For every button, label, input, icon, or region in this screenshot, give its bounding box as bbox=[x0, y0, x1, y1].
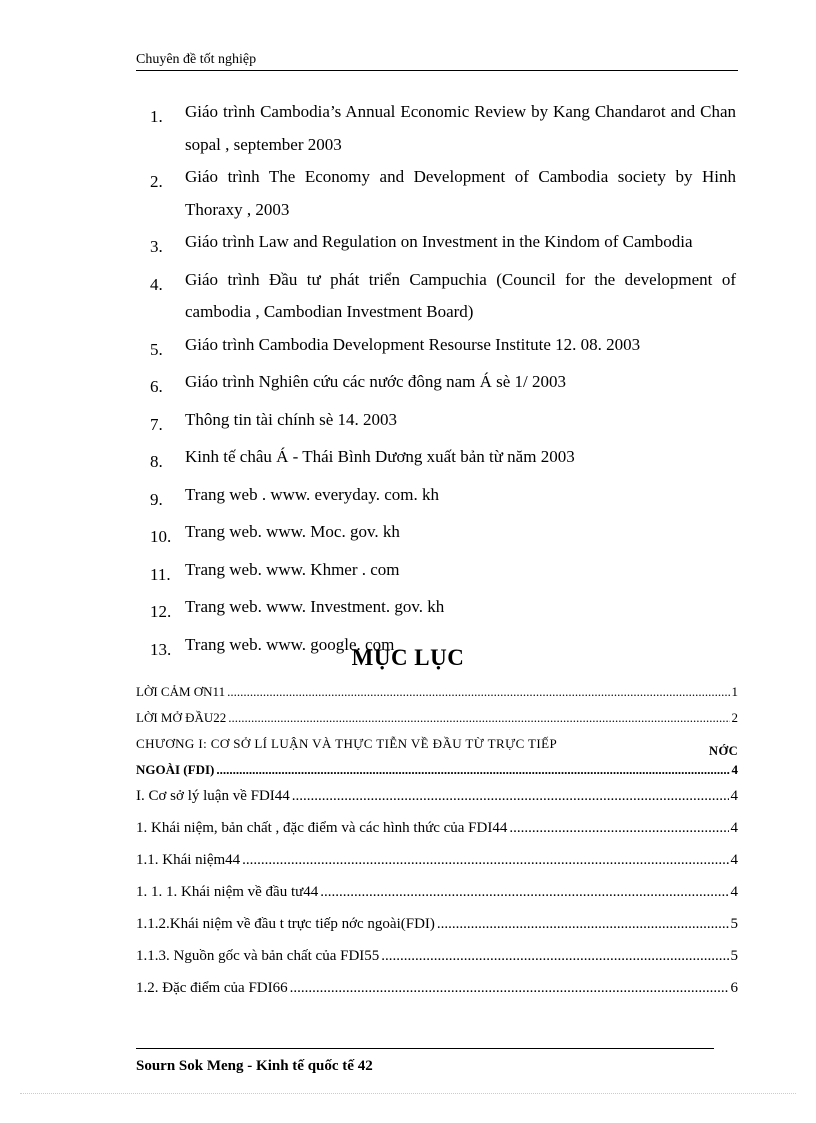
reference-item bbox=[150, 96, 736, 161]
toc-entry-label: 1.1. Khái niệm44 bbox=[136, 852, 241, 868]
toc-entry-label: CHƯƠNG I: CƠ SỞ LÍ LUẬN VÀ THỰC TIỄN VỀ ĐẦU TỪ TRỰC TIẾP bbox=[136, 736, 558, 751]
reference-number: 7. bbox=[150, 414, 163, 434]
reference-item bbox=[150, 161, 736, 226]
reference-item bbox=[150, 479, 736, 517]
toc-entry-page: 4 bbox=[730, 820, 738, 836]
toc-leader-dots bbox=[228, 710, 729, 726]
toc-entry[interactable] bbox=[136, 980, 738, 1012]
reference-text: Giáo trình Nghiên cứu các nước đông nam Á sè 1/ 2003 bbox=[185, 372, 567, 391]
toc-entry[interactable] bbox=[136, 684, 738, 710]
page-header bbox=[136, 50, 738, 71]
toc-entry-label: 1.1.2.Khái niệm về đầu t trực tiếp nớc ngoài(FDI) bbox=[136, 916, 435, 932]
toc-entry-label: LỜI MỞ ĐẦU22 bbox=[136, 710, 227, 725]
toc-entry-page: 4 bbox=[730, 884, 738, 900]
toc-leader-dots bbox=[227, 684, 729, 700]
reference-text: Giáo trình Cambodia Development Resourse Institute 12. 08. 2003 bbox=[185, 334, 641, 354]
toc-entry[interactable] bbox=[136, 710, 738, 736]
toc-entry-label: NGOÀI (FDI) bbox=[136, 762, 215, 777]
toc-entry-label-tail: NỚC bbox=[709, 744, 738, 758]
toc-entry-label: 1.2. Đặc điểm của FDI66 bbox=[136, 980, 288, 996]
reference-text: Giáo trình The Economy and Development of Cambodia society by Hinh Thoraxy , 2003 bbox=[185, 167, 736, 219]
toc-entry-label: LỜI CẢM ƠN11 bbox=[136, 684, 226, 699]
reference-number: 1. bbox=[150, 107, 163, 126]
reference-number: 13. bbox=[150, 639, 172, 659]
toc-leader-dots bbox=[292, 788, 729, 805]
toc-entry[interactable] bbox=[136, 820, 738, 852]
reference-item bbox=[150, 329, 736, 367]
reference-text: Thông tin tài chính sè 14. 2003 bbox=[185, 409, 398, 429]
reference-number: 5. bbox=[150, 339, 163, 359]
reference-text: Trang web. www. google. com bbox=[185, 634, 395, 654]
toc-leader-dots bbox=[320, 884, 728, 901]
toc-entry[interactable] bbox=[136, 788, 738, 820]
toc-entry-label: 1. Khái niệm, bản chất , đặc điểm và các hình thức của FDI44 bbox=[136, 820, 508, 836]
reference-text: Giáo trình Đầu tư phát triển Campuchia (Council for the development of cambodia , Cambodian Investment Board) bbox=[185, 269, 736, 321]
toc-leader-dots bbox=[216, 762, 729, 778]
reference-item bbox=[150, 404, 736, 442]
reference-number: 2. bbox=[150, 172, 163, 191]
toc-entry-page: 6 bbox=[730, 980, 738, 996]
reference-item bbox=[150, 591, 736, 629]
toc-entry-label: I. Cơ sở lý luận về FDI44 bbox=[136, 788, 290, 804]
reference-list bbox=[150, 96, 736, 666]
reference-item bbox=[150, 226, 736, 264]
toc-leader-dots bbox=[437, 916, 729, 933]
reference-item bbox=[150, 516, 736, 554]
reference-text: Trang web. www. Moc. gov. kh bbox=[185, 522, 400, 541]
reference-number: 11. bbox=[150, 564, 171, 584]
footer-text: Sourn Sok Meng - Kinh tế quốc tế 42 bbox=[136, 1058, 373, 1074]
toc-entry-page: 1 bbox=[731, 684, 738, 699]
reference-number: 4. bbox=[150, 274, 163, 294]
toc-entry-page: 2 bbox=[731, 710, 738, 725]
toc-entry[interactable] bbox=[136, 852, 738, 884]
toc-entry-page: 4 bbox=[731, 762, 738, 777]
reference-number: 12. bbox=[150, 602, 172, 621]
toc-entry-label: 1. 1. 1. Khái niệm về đầu tư44 bbox=[136, 884, 319, 900]
reference-number: 8. bbox=[150, 452, 163, 471]
page-bottom-divider bbox=[20, 1093, 796, 1094]
reference-text: Kinh tế châu Á - Thái Bình Dương xuất bản từ năm 2003 bbox=[185, 447, 575, 466]
table-of-contents bbox=[136, 684, 738, 1012]
reference-item bbox=[150, 264, 736, 329]
toc-entry[interactable] bbox=[136, 948, 738, 980]
toc-entry-label: 1.1.3. Nguồn gốc và bản chất của FDI55 bbox=[136, 948, 380, 964]
reference-number: 3. bbox=[150, 237, 163, 256]
reference-text: Giáo trình Cambodia’s Annual Economic Review by Kang Chandarot and Chan sopal , september 2003 bbox=[185, 102, 736, 154]
page-footer bbox=[136, 1048, 714, 1075]
reference-text: Trang web. www. Investment. gov. kh bbox=[185, 597, 445, 616]
toc-leader-dots bbox=[242, 852, 728, 869]
header-text: Chuyên đề tốt nghiệp bbox=[136, 52, 257, 67]
toc-title: MỤC LỤC bbox=[351, 645, 465, 670]
toc-entry[interactable] bbox=[136, 884, 738, 916]
toc-leader-dots bbox=[381, 948, 728, 965]
toc-leader-dots bbox=[290, 980, 729, 997]
reference-number: 6. bbox=[150, 377, 163, 396]
reference-text: Giáo trình Law and Regulation on Investment in the Kindom of Cambodia bbox=[185, 232, 693, 251]
toc-chapter-heading[interactable] bbox=[136, 736, 738, 762]
toc-entry-page: 5 bbox=[730, 948, 738, 964]
reference-item bbox=[150, 366, 736, 404]
toc-entry[interactable] bbox=[136, 916, 738, 948]
reference-text: Trang web . www. everyday. com. kh bbox=[185, 484, 440, 504]
toc-entry-page: 4 bbox=[730, 788, 738, 804]
toc-entry-page: 5 bbox=[730, 916, 738, 932]
toc-leader-dots bbox=[509, 820, 728, 837]
reference-number: 10. bbox=[150, 527, 172, 546]
reference-number: 9. bbox=[150, 489, 163, 509]
reference-text: Trang web. www. Khmer . com bbox=[185, 559, 400, 579]
toc-entry-page: 4 bbox=[730, 852, 738, 868]
reference-item bbox=[150, 441, 736, 479]
toc-entry[interactable] bbox=[136, 762, 738, 788]
reference-item bbox=[150, 554, 736, 592]
